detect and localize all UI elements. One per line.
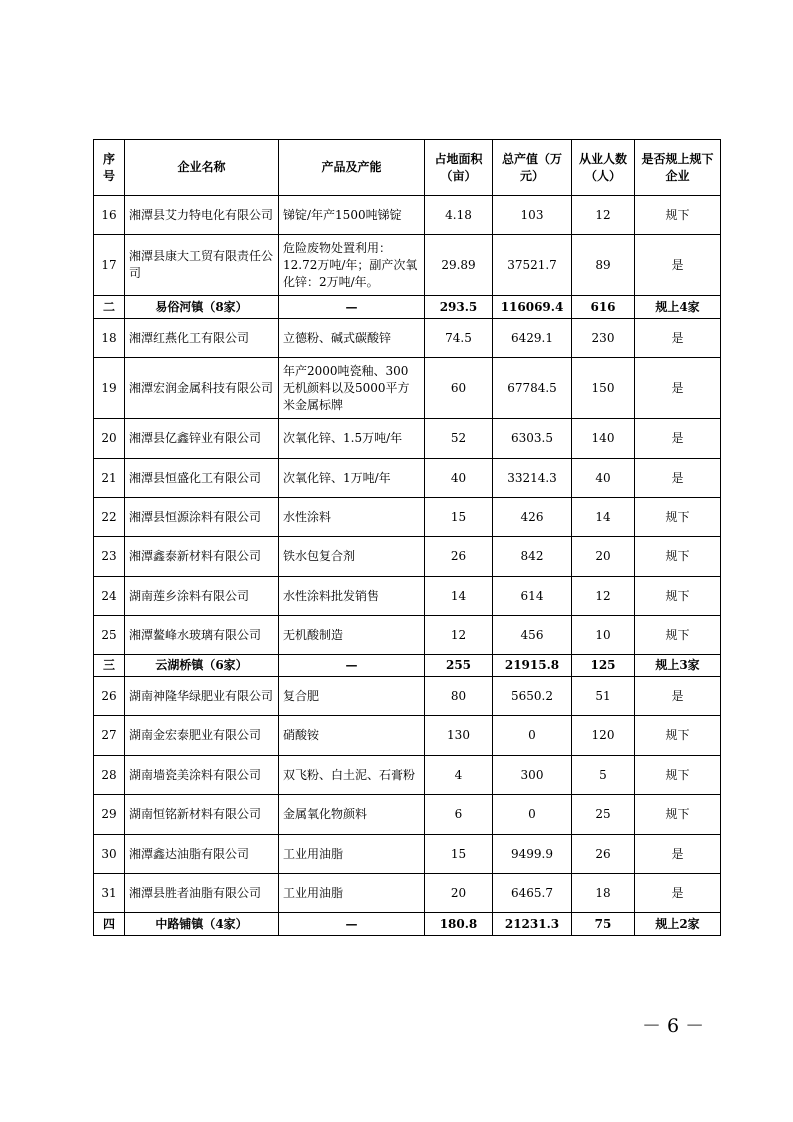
scale-status-cell: 规下 xyxy=(635,716,721,756)
land-area-cell: 80 xyxy=(425,677,493,716)
table-row xyxy=(94,459,721,498)
employee-count-cell: 25 xyxy=(572,795,635,835)
company-name-cell: 湘潭红燕化工有限公司 xyxy=(125,319,279,358)
total-output-cell: 6465.7 xyxy=(493,874,572,913)
row-number-cell: 26 xyxy=(94,677,125,716)
row-number-cell: 21 xyxy=(94,459,125,498)
total-output-cell: 103 xyxy=(493,196,572,235)
product-capacity-cell: 锑锭/年产1500吨锑锭 xyxy=(279,196,425,235)
company-name-cell: 湘潭县艾力特电化有限公司 xyxy=(125,196,279,235)
employee-count-cell: 5 xyxy=(572,756,635,795)
land-area-cell: 4 xyxy=(425,756,493,795)
total-output-cell: 614 xyxy=(493,577,572,616)
row-number-cell: 二 xyxy=(94,296,125,319)
employee-count-cell: 40 xyxy=(572,459,635,498)
product-capacity-cell: 立德粉、碱式碳酸锌 xyxy=(279,319,425,358)
scale-status-cell: 是 xyxy=(635,677,721,716)
company-name-cell: 湘潭鳌峰水玻璃有限公司 xyxy=(125,616,279,655)
product-capacity-cell: 危险废物处置利用：12.72万吨/年；副产次氧化锌：2万吨/年。 xyxy=(279,235,425,296)
land-area-cell: 40 xyxy=(425,459,493,498)
employee-count-cell: 75 xyxy=(572,913,635,936)
company-name-cell: 湘潭县恒源涂料有限公司 xyxy=(125,498,279,537)
employee-count-cell: 51 xyxy=(572,677,635,716)
land-area-cell: 12 xyxy=(425,616,493,655)
product-capacity-cell: 硝酸铵 xyxy=(279,716,425,756)
total-output-cell: 21915.8 xyxy=(493,655,572,677)
product-capacity-cell: 工业用油脂 xyxy=(279,835,425,874)
row-number-cell: 18 xyxy=(94,319,125,358)
table-row xyxy=(94,537,721,577)
product-capacity-cell: — xyxy=(279,296,425,319)
company-name-cell: 湖南金宏泰肥业有限公司 xyxy=(125,716,279,756)
land-area-cell: 26 xyxy=(425,537,493,577)
land-area-cell: 15 xyxy=(425,835,493,874)
company-name-cell: 湘潭县恒盛化工有限公司 xyxy=(125,459,279,498)
scale-status-cell: 是 xyxy=(635,874,721,913)
employee-count-cell: 120 xyxy=(572,716,635,756)
table-row xyxy=(94,196,721,235)
scale-status-cell: 规上2家 xyxy=(635,913,721,936)
company-name-cell: 云湖桥镇（6家） xyxy=(125,655,279,677)
employee-count-cell: 14 xyxy=(572,498,635,537)
land-area-cell: 6 xyxy=(425,795,493,835)
scale-status-cell: 规上3家 xyxy=(635,655,721,677)
header-cell: 产品及产能 xyxy=(279,140,425,196)
table-row xyxy=(94,677,721,716)
company-name-cell: 湖南墙瓷美涂料有限公司 xyxy=(125,756,279,795)
scale-status-cell: 规下 xyxy=(635,616,721,655)
total-output-cell: 426 xyxy=(493,498,572,537)
town-subtotal-row xyxy=(94,296,721,319)
table-row xyxy=(94,419,721,459)
total-output-cell: 33214.3 xyxy=(493,459,572,498)
town-subtotal-row xyxy=(94,913,721,936)
enterprise-table xyxy=(93,139,721,936)
company-name-cell: 湘潭鑫泰新材料有限公司 xyxy=(125,537,279,577)
product-capacity-cell: 复合肥 xyxy=(279,677,425,716)
employee-count-cell: 20 xyxy=(572,537,635,577)
scale-status-cell: 规下 xyxy=(635,756,721,795)
employee-count-cell: 12 xyxy=(572,577,635,616)
company-name-cell: 湖南神隆华绿肥业有限公司 xyxy=(125,677,279,716)
total-output-cell: 67784.5 xyxy=(493,358,572,419)
land-area-cell: 255 xyxy=(425,655,493,677)
row-number-cell: 29 xyxy=(94,795,125,835)
scale-status-cell: 规下 xyxy=(635,795,721,835)
scale-status-cell: 规下 xyxy=(635,537,721,577)
total-output-cell: 0 xyxy=(493,795,572,835)
land-area-cell: 180.8 xyxy=(425,913,493,936)
table-row xyxy=(94,235,721,296)
company-name-cell: 湘潭县亿鑫锌业有限公司 xyxy=(125,419,279,459)
row-number-cell: 27 xyxy=(94,716,125,756)
total-output-cell: 300 xyxy=(493,756,572,795)
land-area-cell: 20 xyxy=(425,874,493,913)
table-row xyxy=(94,577,721,616)
employee-count-cell: 26 xyxy=(572,835,635,874)
row-number-cell: 四 xyxy=(94,913,125,936)
total-output-cell: 6429.1 xyxy=(493,319,572,358)
employee-count-cell: 230 xyxy=(572,319,635,358)
scale-status-cell: 是 xyxy=(635,459,721,498)
row-number-cell: 30 xyxy=(94,835,125,874)
product-capacity-cell: 铁水包复合剂 xyxy=(279,537,425,577)
total-output-cell: 9499.9 xyxy=(493,835,572,874)
table-row xyxy=(94,874,721,913)
employee-count-cell: 10 xyxy=(572,616,635,655)
company-name-cell: 湘潭县康大工贸有限责任公司 xyxy=(125,235,279,296)
table-row xyxy=(94,716,721,756)
land-area-cell: 4.18 xyxy=(425,196,493,235)
employee-count-cell: 125 xyxy=(572,655,635,677)
land-area-cell: 130 xyxy=(425,716,493,756)
company-name-cell: 易俗河镇（8家） xyxy=(125,296,279,319)
employee-count-cell: 150 xyxy=(572,358,635,419)
scale-status-cell: 是 xyxy=(635,835,721,874)
employee-count-cell: 18 xyxy=(572,874,635,913)
scale-status-cell: 是 xyxy=(635,358,721,419)
row-number-cell: 17 xyxy=(94,235,125,296)
employee-count-cell: 616 xyxy=(572,296,635,319)
scale-status-cell: 规下 xyxy=(635,577,721,616)
employee-count-cell: 12 xyxy=(572,196,635,235)
row-number-cell: 22 xyxy=(94,498,125,537)
product-capacity-cell: 水性涂料 xyxy=(279,498,425,537)
page-number: － 6 － xyxy=(642,1015,705,1037)
company-name-cell: 中路铺镇（4家） xyxy=(125,913,279,936)
table-row xyxy=(94,358,721,419)
product-capacity-cell: 无机酸制造 xyxy=(279,616,425,655)
employee-count-cell: 140 xyxy=(572,419,635,459)
header-cell: 企业名称 xyxy=(125,140,279,196)
scale-status-cell: 是 xyxy=(635,235,721,296)
scale-status-cell: 是 xyxy=(635,319,721,358)
table-row xyxy=(94,835,721,874)
scale-status-cell: 规下 xyxy=(635,196,721,235)
table-body xyxy=(94,196,721,936)
product-capacity-cell: 年产2000吨瓷釉、300无机颜料以及5000平方米金属标牌 xyxy=(279,358,425,419)
row-number-cell: 28 xyxy=(94,756,125,795)
company-name-cell: 湖南恒铭新材料有限公司 xyxy=(125,795,279,835)
scale-status-cell: 是 xyxy=(635,419,721,459)
total-output-cell: 116069.4 xyxy=(493,296,572,319)
land-area-cell: 14 xyxy=(425,577,493,616)
product-capacity-cell: 工业用油脂 xyxy=(279,874,425,913)
product-capacity-cell: — xyxy=(279,655,425,677)
row-number-cell: 25 xyxy=(94,616,125,655)
table-row xyxy=(94,756,721,795)
company-name-cell: 湘潭县胜者油脂有限公司 xyxy=(125,874,279,913)
employee-count-cell: 89 xyxy=(572,235,635,296)
town-subtotal-row xyxy=(94,655,721,677)
row-number-cell: 31 xyxy=(94,874,125,913)
land-area-cell: 52 xyxy=(425,419,493,459)
land-area-cell: 29.89 xyxy=(425,235,493,296)
total-output-cell: 842 xyxy=(493,537,572,577)
row-number-cell: 19 xyxy=(94,358,125,419)
header-cell: 从业人数（人） xyxy=(572,140,635,196)
scale-status-cell: 规下 xyxy=(635,498,721,537)
land-area-cell: 60 xyxy=(425,358,493,419)
product-capacity-cell: 次氧化锌、1万吨/年 xyxy=(279,459,425,498)
total-output-cell: 456 xyxy=(493,616,572,655)
total-output-cell: 5650.2 xyxy=(493,677,572,716)
product-capacity-cell: 水性涂料批发销售 xyxy=(279,577,425,616)
total-output-cell: 6303.5 xyxy=(493,419,572,459)
company-name-cell: 湘潭宏润金属科技有限公司 xyxy=(125,358,279,419)
row-number-cell: 20 xyxy=(94,419,125,459)
header-cell: 总产值（万元） xyxy=(493,140,572,196)
scale-status-cell: 规上4家 xyxy=(635,296,721,319)
product-capacity-cell: — xyxy=(279,913,425,936)
land-area-cell: 15 xyxy=(425,498,493,537)
total-output-cell: 21231.3 xyxy=(493,913,572,936)
land-area-cell: 293.5 xyxy=(425,296,493,319)
header-cell: 序号 xyxy=(94,140,125,196)
table-row xyxy=(94,795,721,835)
product-capacity-cell: 金属氧化物颜料 xyxy=(279,795,425,835)
table-row xyxy=(94,319,721,358)
row-number-cell: 16 xyxy=(94,196,125,235)
land-area-cell: 74.5 xyxy=(425,319,493,358)
table-header-row xyxy=(94,140,721,196)
header-cell: 占地面积（亩） xyxy=(425,140,493,196)
total-output-cell: 0 xyxy=(493,716,572,756)
company-name-cell: 湖南莲乡涂料有限公司 xyxy=(125,577,279,616)
table-row xyxy=(94,616,721,655)
product-capacity-cell: 次氧化锌、1.5万吨/年 xyxy=(279,419,425,459)
row-number-cell: 24 xyxy=(94,577,125,616)
header-cell: 是否规上规下企业 xyxy=(635,140,721,196)
total-output-cell: 37521.7 xyxy=(493,235,572,296)
row-number-cell: 三 xyxy=(94,655,125,677)
table-row xyxy=(94,498,721,537)
product-capacity-cell: 双飞粉、白土泥、石膏粉 xyxy=(279,756,425,795)
company-name-cell: 湘潭鑫达油脂有限公司 xyxy=(125,835,279,874)
row-number-cell: 23 xyxy=(94,537,125,577)
